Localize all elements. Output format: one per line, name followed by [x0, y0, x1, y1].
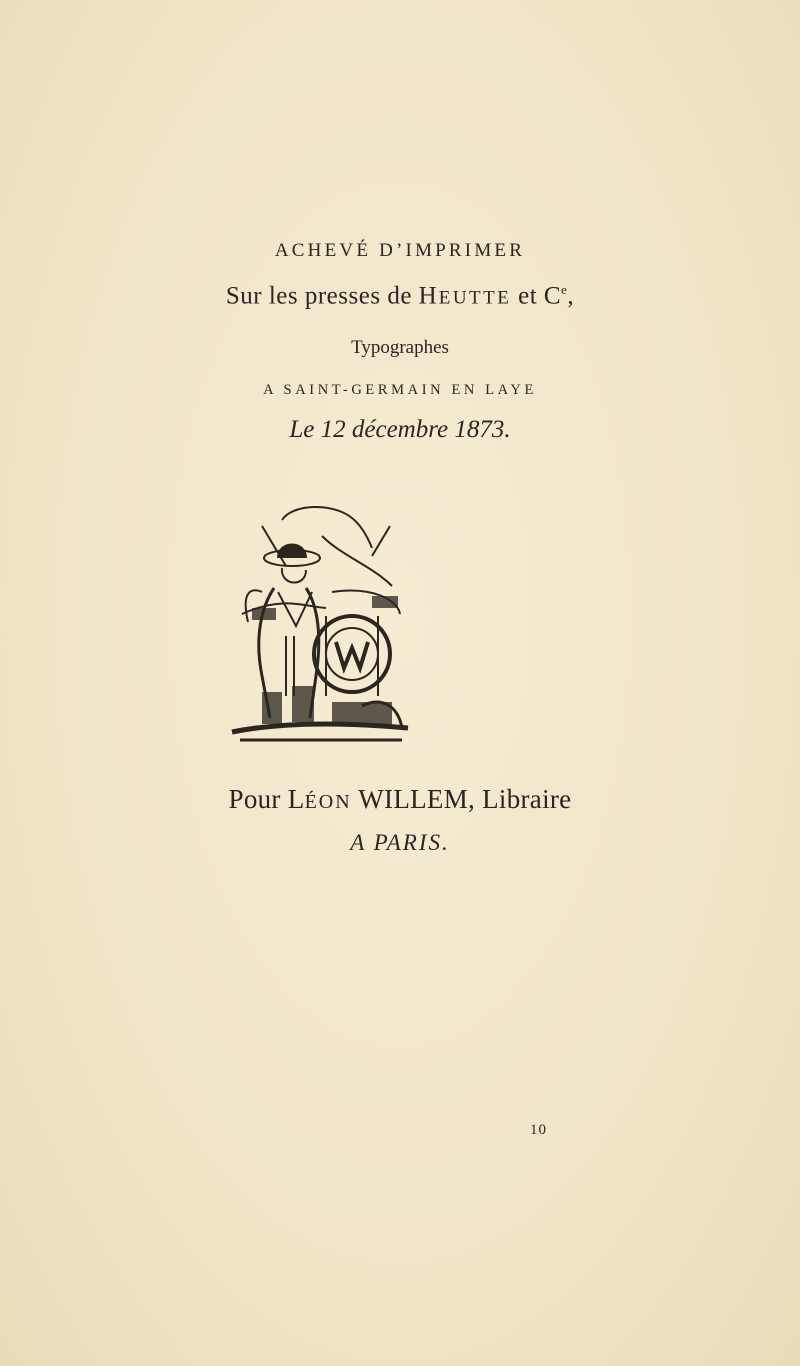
trailing-comma: ,	[567, 282, 575, 310]
printer-line	[0, 282, 800, 310]
publisher-first-initial: L	[287, 784, 305, 814]
publisher-suffix: , Libraire	[468, 784, 572, 814]
publisher-city: A PARIS.	[350, 830, 450, 855]
printer-initial: H	[418, 282, 439, 310]
date-line: Le 12 décembre 1873.	[289, 416, 511, 443]
location-line: A SAINT-GERMAIN EN LAYE	[263, 382, 537, 398]
publisher-line	[0, 784, 800, 815]
publisher-surname: WILLEM	[351, 784, 469, 814]
colophon-heading: ACHEVÉ D’IMPRIMER	[274, 240, 526, 261]
printer-rest: EUTTE	[438, 287, 512, 309]
publisher-prefix: Pour	[228, 784, 288, 814]
printer-device-illustration	[222, 496, 418, 748]
company-superscript: e	[561, 282, 568, 297]
page-number: 10	[530, 1122, 547, 1138]
trade-line: Typographes	[351, 337, 449, 358]
presses-suffix: et C	[511, 282, 562, 310]
presses-prefix: Sur les presses de	[225, 282, 419, 310]
publisher-first-rest: ÉON	[304, 791, 352, 813]
